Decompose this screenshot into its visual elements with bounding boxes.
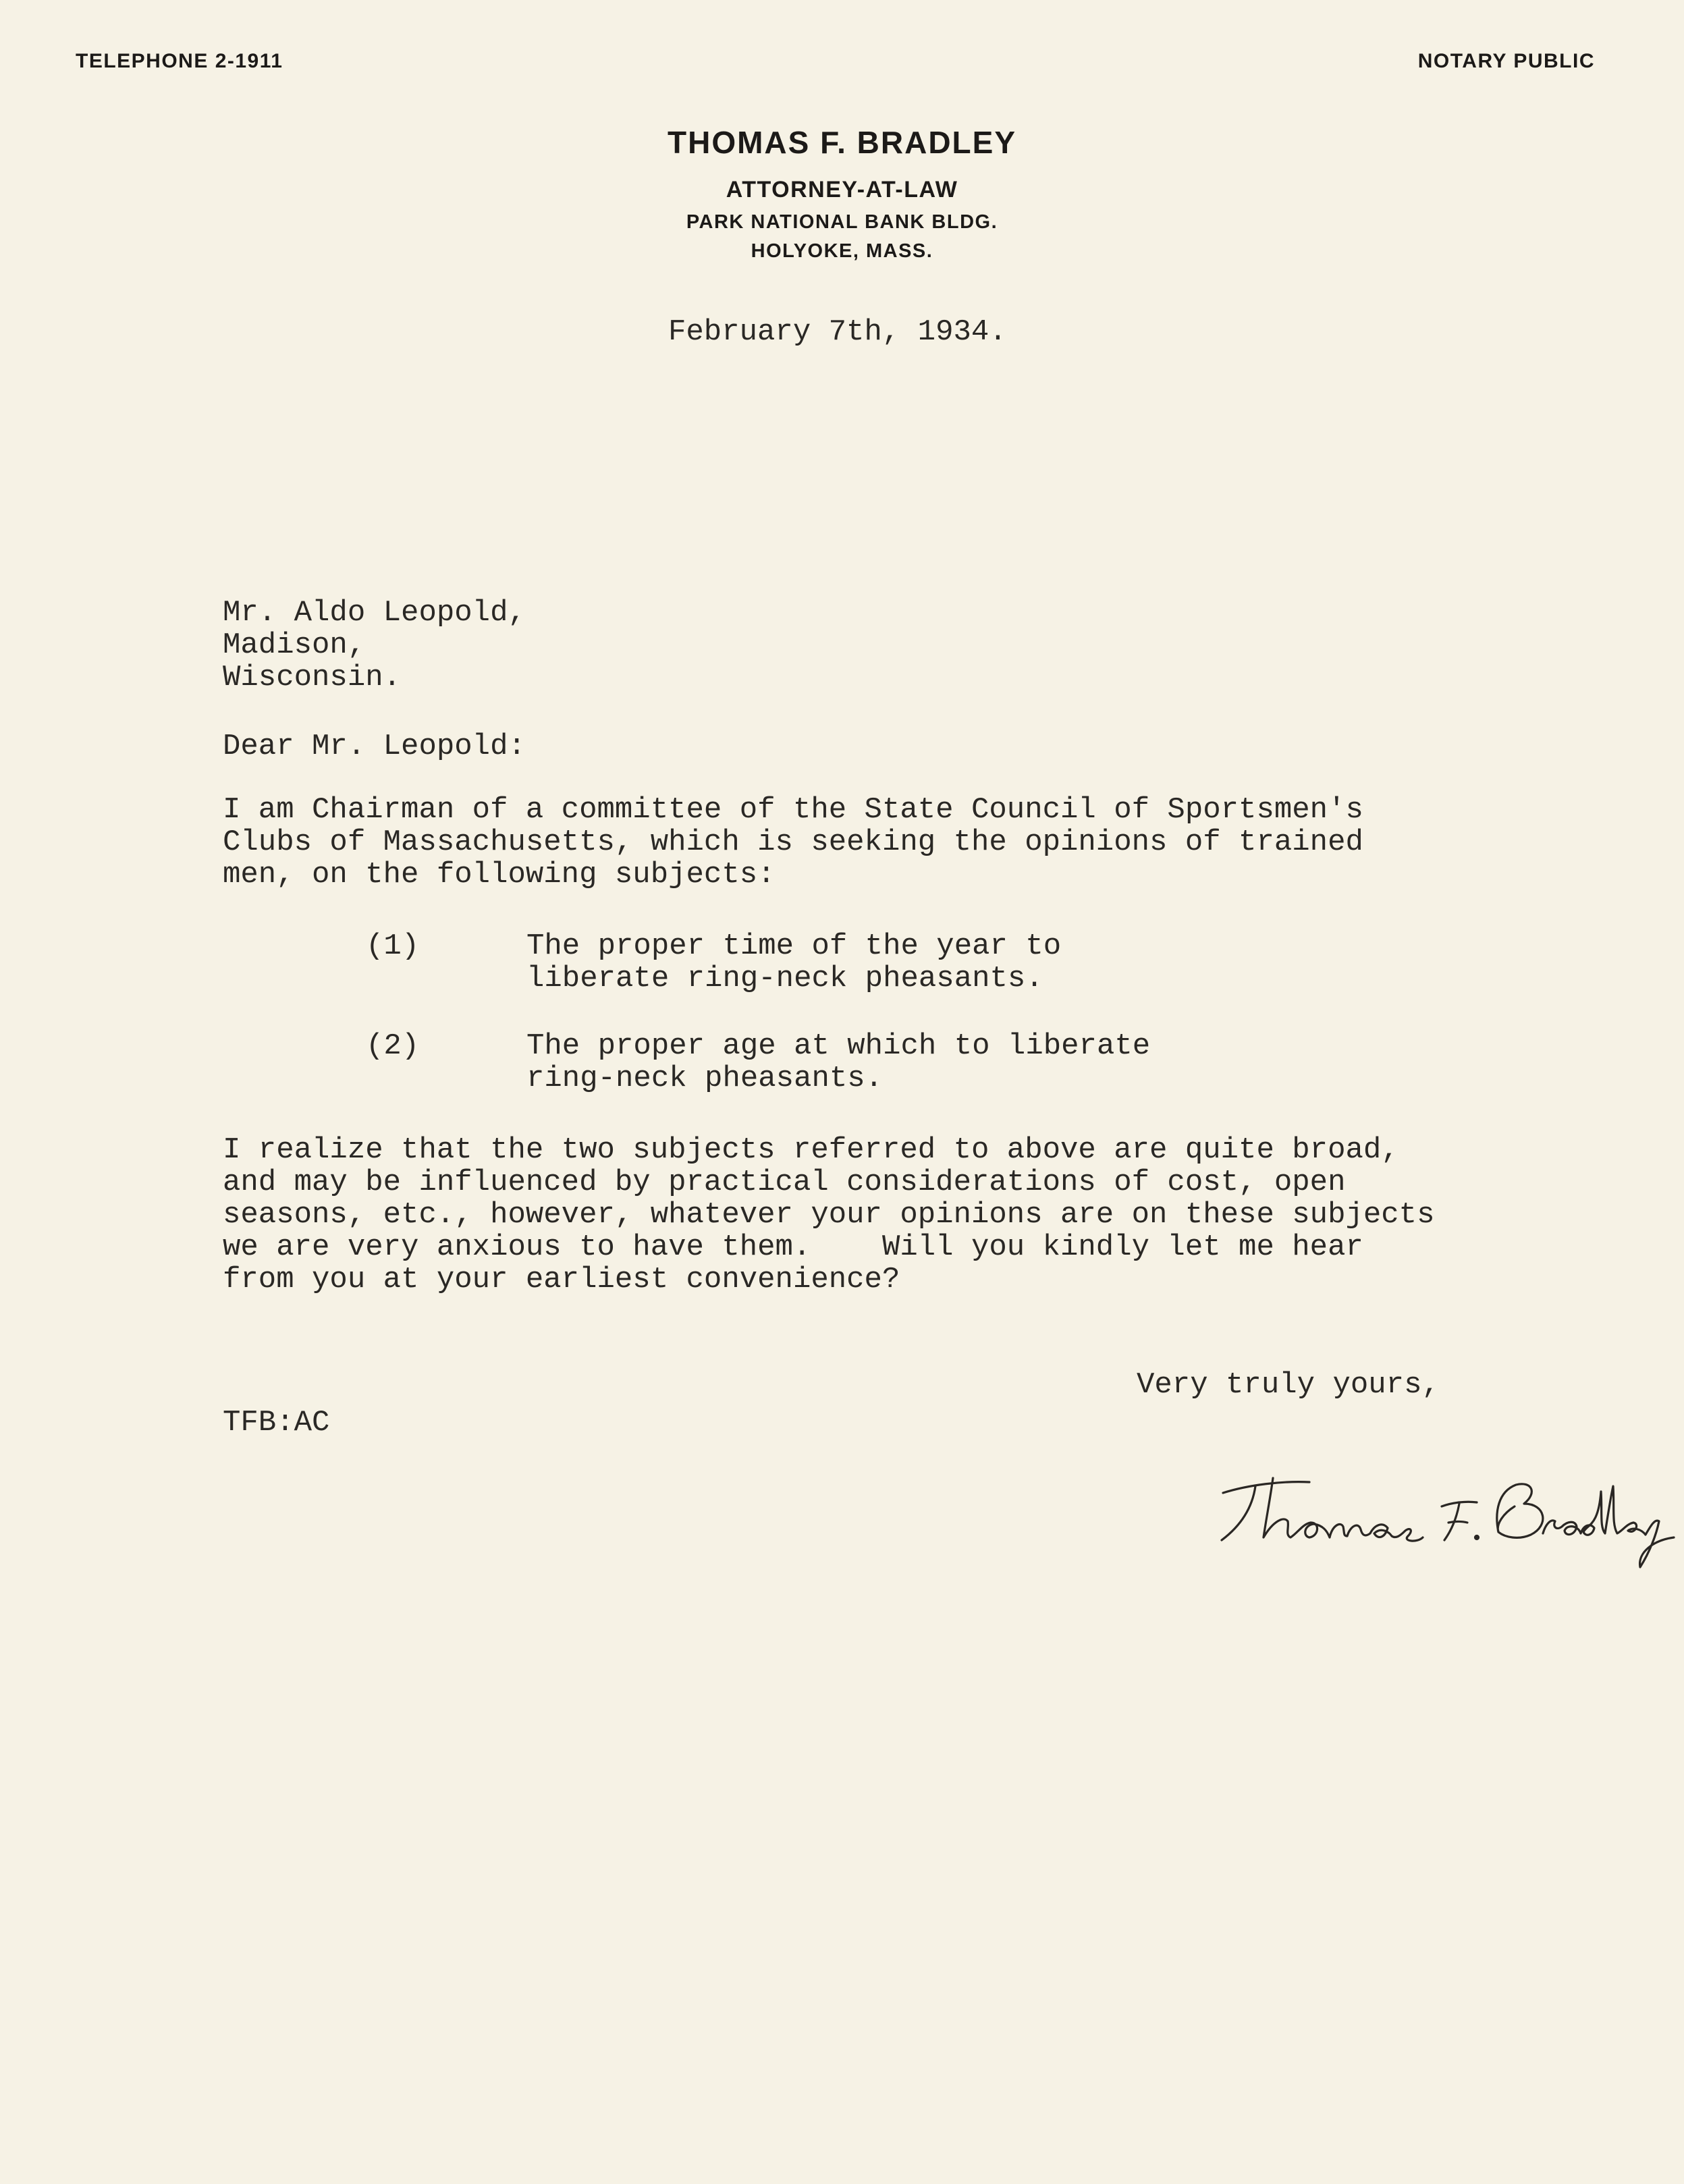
recipient-state: Wisconsin. [223, 661, 402, 694]
paragraph-line: I am Chairman of a committee of the State Council of Sportsmen's [223, 793, 1363, 827]
notary-public-label: NOTARY PUBLIC [1417, 50, 1595, 72]
typist-initials: TFB:AC [223, 1406, 330, 1440]
recipient-city: Madison, [223, 628, 366, 662]
paragraph-line: men, on the following subjects: [223, 858, 776, 892]
paragraph-line: Clubs of Massachusetts, which is seeking the opinions of trained [223, 825, 1363, 859]
recipient-address [223, 597, 526, 694]
subject-number: (1) [366, 929, 420, 963]
paragraph-line: I realize that the two subjects referred to above are quite broad, [223, 1133, 1399, 1167]
subject-line: The proper age at which to liberate [526, 1029, 1151, 1063]
subject-line: liberate ring-neck pheasants. [526, 962, 1043, 995]
paragraph-line: we are very anxious to have them. Will you kindly let me hear [223, 1230, 1363, 1264]
letterhead-title: ATTORNEY-AT-LAW [726, 177, 958, 202]
letterhead-city: HOLYOKE, MASS. [751, 240, 933, 262]
valediction: Very truly yours, [1137, 1368, 1440, 1402]
paragraph-line: and may be influenced by practical considerations of cost, open [223, 1166, 1346, 1199]
paragraph-line: from you at your earliest convenience? [223, 1263, 900, 1296]
telephone-number: TELEPHONE 2-1911 [76, 50, 283, 72]
subject-line: The proper time of the year to [526, 929, 1062, 963]
subject-line: ring-neck pheasants. [526, 1062, 884, 1095]
letter-date: February 7th, 1934. [668, 315, 1007, 349]
handwritten-signature [1208, 1451, 1681, 1573]
subject-number: (2) [366, 1029, 420, 1063]
body-paragraph [223, 1134, 1435, 1296]
intro-paragraph [223, 794, 1363, 891]
letterhead-building: PARK NATIONAL BANK BLDG. [686, 211, 998, 233]
letterhead-name: THOMAS F. BRADLEY [668, 125, 1016, 160]
paragraph-line: seasons, etc., however, whatever your opinions are on these subjects [223, 1198, 1435, 1232]
salutation: Dear Mr. Leopold: [223, 730, 526, 763]
recipient-name: Mr. Aldo Leopold, [223, 596, 526, 630]
subject-item-2 [366, 1030, 1311, 1097]
subject-item-1 [366, 930, 1311, 998]
